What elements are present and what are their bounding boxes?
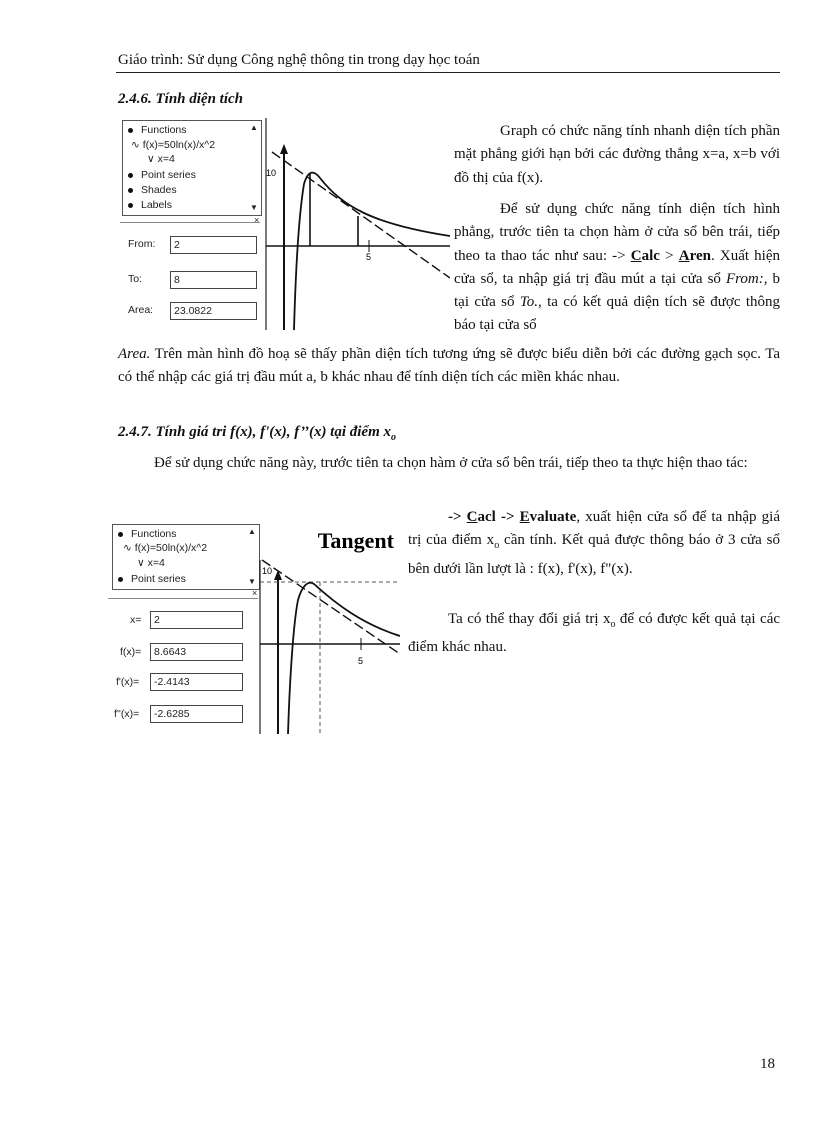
f2-output: -2.6285 xyxy=(150,705,243,723)
y-tick-label: 10 xyxy=(266,168,277,178)
list-item-functions[interactable]: Functions xyxy=(128,124,187,136)
to-label: To: xyxy=(128,273,143,285)
fx-output: 8.6643 xyxy=(150,643,243,661)
figure-evaluate-tangent xyxy=(100,520,400,734)
function-curve xyxy=(288,583,400,734)
scroll-up-icon[interactable]: ▲ xyxy=(248,527,256,536)
tangent-dashed-line xyxy=(262,560,400,654)
curve-icon: ∿ xyxy=(131,139,143,151)
list-item-labels[interactable]: Labels xyxy=(128,199,172,211)
tangent-dashed-line xyxy=(272,152,450,278)
tangent-title: Tangent xyxy=(317,528,394,553)
f2-label: f''(x)= xyxy=(114,708,140,720)
x-input[interactable]: 2 xyxy=(150,611,243,629)
area-label: Area: xyxy=(128,304,154,316)
line-icon: ∨ xyxy=(147,153,158,165)
to-input[interactable]: 8 xyxy=(170,271,257,289)
section2-paragraph-1: Để sử dụng chức năng này, trước tiên ta chọn hàm ở cửa sổ bên trái, tiếp theo ta thực hiện thao tác: xyxy=(154,455,748,471)
list-item-shades[interactable]: Shades xyxy=(128,184,177,196)
page-number: 18 xyxy=(760,1056,775,1072)
close-icon[interactable]: × xyxy=(254,215,260,225)
x-label: x= xyxy=(130,614,142,626)
section1-paragraph-1: Graph có chức năng tính nhanh diện tích phần mặt phẳng giới hạn bởi các đường thẳng x=a, x=b với đồ thị của f(x). xyxy=(454,123,780,186)
scroll-down-icon[interactable]: ▼ xyxy=(250,203,258,212)
function-curve xyxy=(294,173,450,330)
scroll-up-icon[interactable]: ▲ xyxy=(250,123,258,132)
fx-label: f(x)= xyxy=(120,646,142,658)
x-tick-label: 5 xyxy=(358,656,364,666)
list-item-functions-2[interactable]: Functions xyxy=(118,528,177,540)
list-item-line-x4[interactable]: ∨ x=4 xyxy=(147,153,175,165)
f1-output: -2.4143 xyxy=(150,673,243,691)
list-item-point-series[interactable]: Point series xyxy=(128,169,196,181)
section2-paragraph-3: Ta có thể thay đổi giá trị $x_o$ để có được kết quả tại các điểm khác nhau. xyxy=(408,611,781,656)
from-label: From: xyxy=(128,238,156,250)
panel-divider xyxy=(120,222,260,223)
y-axis-arrow-icon xyxy=(280,144,288,154)
f1-label: f'(x)= xyxy=(116,676,140,688)
list-item-function-f-2[interactable]: ∿ f(x)=50ln(x)/x^2 xyxy=(123,542,208,554)
function-list-panel-2[interactable] xyxy=(112,524,260,590)
close-icon[interactable]: × xyxy=(252,588,258,598)
curve-icon: ∿ xyxy=(123,542,135,554)
list-item-function-f[interactable]: ∿ f(x)=50ln(x)/x^2 xyxy=(131,139,216,151)
x-tick-label: 5 xyxy=(366,252,372,262)
header-rule xyxy=(116,72,780,73)
y-tick-label: 10 xyxy=(262,566,273,576)
function-list-panel[interactable] xyxy=(122,120,262,216)
figure-area-calculation xyxy=(118,118,450,330)
list-item-line-x4-2[interactable]: ∨ x=4 xyxy=(137,557,165,569)
section-heading-2-4-7: 2.4.7. Tính giá tri f(x), f'(x), f’’(x) tại điểm $x_o$ xyxy=(118,424,397,443)
running-header: Giáo trình: Sử dụng Công nghệ thông tin trong dạy học toán xyxy=(118,52,480,68)
graph-area-plot xyxy=(262,118,450,330)
graph-tangent-plot xyxy=(258,520,400,734)
from-input[interactable]: 2 xyxy=(170,236,257,254)
line-icon: ∨ xyxy=(137,557,148,569)
list-item-point-series-2[interactable]: Point series xyxy=(118,573,186,585)
section1-paragraph-2-wrap: Để sử dụng chức năng tính diện tích hình phẳng, trước tiên ta chọn hàm ở cửa sổ bên trái, tiếp theo ta thao tác như sau: -> Calc > Aren. Xuất hiện cửa sổ, ta nhập giá trị đầu mút a tại cửa sổ From:, b tại cửa sổ To., ta có kết quả diện tích sẽ được thông báo tại cửa sổ xyxy=(454,201,781,334)
section-heading-2-4-6: 2.4.6. Tính diện tích xyxy=(118,91,244,107)
section2-paragraph-2: -> Cacl -> Evaluate, xuất hiện cửa sổ để ta nhập giá trị của điểm $x_o$ cần tính. Kết quả được thông báo ở 3 cửa sổ bên dưới lần lượt là : f(x), f'(x), f"(x). xyxy=(408,509,780,577)
area-output: 23.0822 xyxy=(170,302,257,320)
scroll-down-icon[interactable]: ▼ xyxy=(248,577,256,586)
panel-divider xyxy=(108,598,258,599)
section1-paragraph-2-cont: Area. Trên màn hình đồ hoạ sẽ thấy phần diện tích tương ứng sẽ được biểu diễn bởi các đường gạch sọc. Ta có thể nhập các giá trị đầu mút a, b khác nhau để tính diện tích các miền khác nhau. xyxy=(118,346,780,386)
